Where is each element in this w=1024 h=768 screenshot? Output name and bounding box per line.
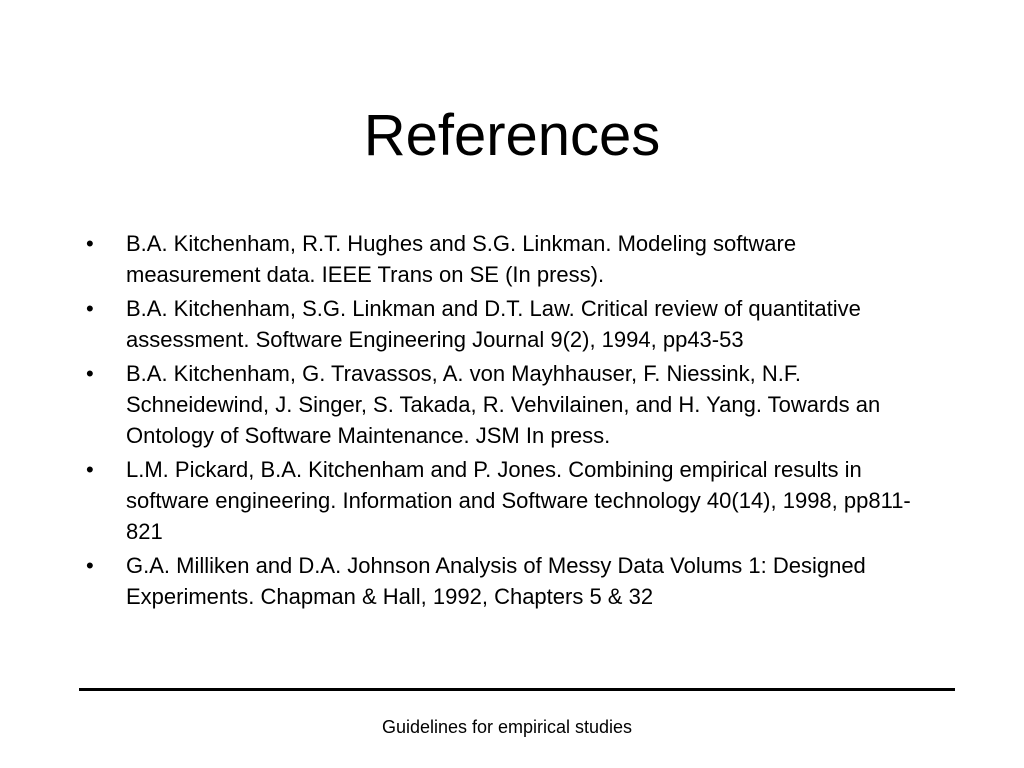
list-item [82, 550, 932, 612]
reference-text: L.M. Pickard, B.A. Kitchenham and P. Jones. Combining empirical results in software engineering. Information and Software technology 40(14), 1998, pp811-821 [126, 457, 911, 544]
bullet-icon: • [86, 361, 94, 386]
bullet-icon: • [86, 231, 94, 256]
bullet-icon: • [86, 553, 94, 578]
list-item [82, 358, 932, 451]
slide-title: References [363, 103, 661, 168]
reference-text: B.A. Kitchenham, G. Travassos, A. von Mayhhauser, F. Niessink, N.F. Schneidewind, J. Singer, S. Takada, R. Vehvilainen, and H. Yang. Towards an Ontology of Software Maintenance. JSM In press. [126, 361, 881, 448]
list-item [82, 454, 932, 547]
slide-footer: Guidelines for empirical studies [381, 717, 633, 737]
list-item [82, 228, 932, 290]
reference-list [82, 228, 932, 615]
bullet-icon: • [86, 457, 94, 482]
reference-text: G.A. Milliken and D.A. Johnson Analysis of Messy Data Volums 1: Designed Experiments. Chapman & Hall, 1992, Chapters 5 & 32 [126, 553, 866, 609]
reference-text: B.A. Kitchenham, R.T. Hughes and S.G. Linkman. Modeling software measurement data. IEEE Trans on SE (In press). [126, 231, 797, 287]
list-item [82, 293, 932, 355]
footer-divider [79, 688, 955, 691]
bullet-icon: • [86, 296, 94, 321]
reference-text: B.A. Kitchenham, S.G. Linkman and D.T. Law. Critical review of quantitative assessment. Software Engineering Journal 9(2), 1994, pp43-53 [126, 296, 861, 352]
